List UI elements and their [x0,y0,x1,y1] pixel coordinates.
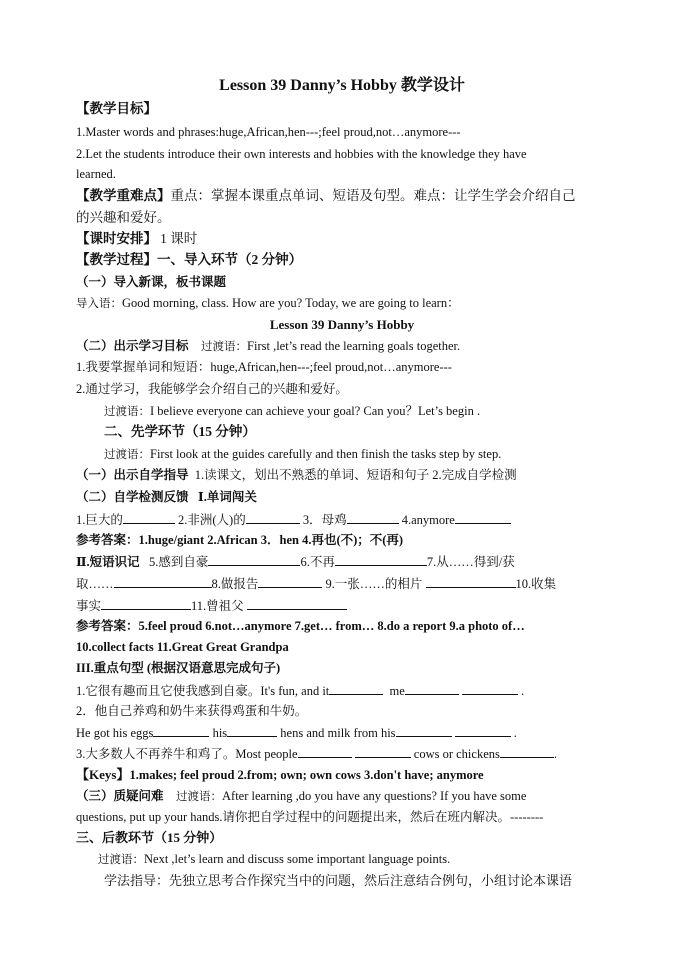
keys-line [76,767,484,783]
sent-1b: me [389,684,405,698]
intro-line [76,295,460,312]
goals-trans: First ,let’s read the learning goals together. [247,339,461,353]
pre-trans-line [104,446,501,463]
sent-3-blank-1[interactable] [298,745,352,758]
key-line-1 [76,188,576,204]
sent-3b: cows or chickens [413,747,500,761]
sent-2b: his [212,726,228,740]
doubt-line-1 [76,788,526,805]
sent-1-blank-1[interactable] [329,682,383,695]
check-sub: （二）自学检测反馈 [76,490,189,504]
phrase-6-blank[interactable] [335,553,427,566]
post-trans-line [98,851,450,868]
word-2: 2.非洲(人)的 [178,513,246,527]
goal-1: 1.Master words and phrases:huge,African,hen---;feel proud,not…anymore--- [76,125,461,139]
sent-3-blank-3[interactable] [500,745,554,758]
intro-label: 导入语： [76,298,122,310]
believe-label: 过渡语： [104,406,150,418]
phrase-7: 7.从……得到/获 [426,555,515,569]
goal-2b: learned. [76,167,116,181]
sent-1-blank-3[interactable] [462,682,518,695]
phrase-11: 11.曾祖父 [191,599,244,613]
post-trans-label: 过渡语： [98,854,144,866]
keys-label: 【Keys】 [76,767,130,782]
phrases-line-1 [76,553,515,570]
sent-2-blank-1[interactable] [153,724,209,737]
intro-text: Good morning, class. How are you? Today, we are going to learn： [122,296,460,310]
key-text-b: 的兴趣和爱好。 [76,210,171,225]
word-3: 3．母鸡 [302,513,347,527]
phrase-5-blank[interactable] [208,553,300,566]
goal-heading: 【教学目标】 [76,101,157,116]
phrases-answer-line-1 [76,618,525,634]
phrases-answer-a: 5.feel proud 6.not…anymore 7.get… from… 8.do a report 9.a photo of… [138,619,525,633]
words-answer-label: 参考答案： [76,533,139,547]
post-trans: Next ,let’s learn and discuss some important language points. [144,852,451,866]
doc-title: Lesson 39 Danny’s Hobby 教学设计 [219,77,465,94]
goals-sub: （二）出示学习目标 [76,339,189,353]
phrases-answer-b: 10.collect facts 11.Great Great Grandpa [76,640,289,654]
goals-2: 2.通过学习，我能够学会介绍自己的兴趣和爱好。 [76,382,348,396]
phrase-11-blank[interactable] [247,597,347,610]
phrase-9-blank[interactable] [426,575,516,588]
phrase-8: 8.做报告 [211,577,259,591]
phrase-10b: 事实 [76,599,102,613]
phrase-8-blank[interactable] [258,575,322,588]
phrase-10: 10.收集 [515,577,557,591]
process-heading: 【教学过程】一、导入环节（2 分钟） [76,252,303,267]
sent-3-blank-2[interactable] [355,745,411,758]
goals-trans-label: 过渡语： [201,341,248,353]
sent-3a: 3.大多数人不再养牛和鸡了。Most people [76,747,298,761]
time-line [76,231,197,247]
time-heading: 【课时安排】 [76,231,157,246]
word-4: 4.anymore [401,513,455,527]
self-guide-sub: （一）出示自学指导 [76,468,189,482]
sent-2: 2．他自己养鸡和奶牛来获得鸡蛋和牛奶。 [76,704,308,718]
sent-2-blank-3[interactable] [396,724,452,737]
phrase-5: 5.感到自豪 [149,555,209,569]
self-guide-line [76,467,517,483]
word-1: 1.巨大的 [76,513,123,527]
sent-1-blank-2[interactable] [405,682,459,695]
goals-1: 1.我要掌握单词和短语：huge,African,hen---;feel proud,not…anymore--- [76,360,452,374]
goals-line [76,338,460,355]
sent-2-blank-4[interactable] [455,724,511,737]
words-line [76,511,511,528]
word-2-blank[interactable] [246,511,300,524]
believe-line [104,403,480,420]
phrases-line-3 [76,597,347,614]
words-answer-line [76,532,403,548]
check-words: Ⅰ.单词闯关 [197,490,257,504]
key-heading: 【教学重难点】 [76,188,171,203]
phrase-10-blank[interactable] [101,597,191,610]
lesson-title: Lesson 39 Danny’s Hobby [269,317,415,332]
phrases-line-2 [76,575,556,592]
keys-text: 1.makes; feel proud 2.from; own; own cows 3.don't have; anymore [129,768,484,782]
time-text: 1 课时 [160,231,198,246]
phrase-7-blank[interactable] [114,575,212,588]
sent-2-en: He got his eggs his hens and milk from his . [76,726,517,740]
self-guide-text: 1.读课文，划出不熟悉的单词、短语和句子 2.完成自学检测 [194,468,517,482]
goal-2a: 2.Let the students introduce their own interests and hobbies with the knowledge they have [76,147,527,161]
post-heading: 三、后教环节（15 分钟） [76,830,223,845]
key-text-a: 重点：掌握本课重点单词、短语及句型。难点：让学生学会介绍自己 [170,188,576,203]
sent-2-blank-2[interactable] [227,724,277,737]
sent-3: 3.大多数人不再养牛和鸡了。Most people cows or chickens . [76,747,557,761]
pre-trans: First look at the guides carefully and then finish the tasks step by step. [150,447,502,461]
sent-heading: III.重点句型 (根据汉语意思完成句子) [76,661,281,675]
words-answer: 1.huge/giant 2.African 3．hen 4.再也(不)；不(再) [138,533,404,547]
word-3-blank[interactable] [347,511,399,524]
pre-trans-label: 过渡语： [104,449,150,461]
method-text: 学法指导：先独立思考合作探究当中的问题，然后注意结合例句，小组讨论本课语 [104,873,573,888]
phrases-answer-label: 参考答案： [76,619,139,633]
doubt-sub: （三）质疑问难 [76,789,164,803]
pre-heading: 二、先学环节（15 分钟） [104,424,256,439]
word-1-blank[interactable] [123,511,175,524]
doubt-text-a: After learning ,do you have any questions? If you have some [222,789,527,803]
intro-sub: （一）导入新课，板书课题 [76,275,227,289]
phrase-6: 6.不再 [300,555,335,569]
doubt-text-b: questions, put up your hands.请你把自学过程中的问题提出来，然后在班内解决。-------- [76,810,544,824]
doubt-trans-label: 过渡语： [176,791,223,803]
word-4-blank[interactable] [455,511,511,524]
sent-2a: He got his eggs [76,726,154,740]
sent-1: 1.它很有趣而且它使我感到自豪。It's fun, and it me . [76,684,525,698]
phrases-heading: Ⅱ.短语识记 [76,555,140,569]
phrase-9: 9.一张……的相片 [325,577,423,591]
sent-2c: hens and milk from his [280,726,396,740]
sent-1a: 1.它很有趣而且它使我感到自豪。It's fun, and it [76,684,330,698]
check-line [76,489,257,505]
phrase-7b: 取…… [76,577,114,591]
believe-text: I believe everyone can achieve your goal? Can you？Let’s begin . [150,404,481,418]
